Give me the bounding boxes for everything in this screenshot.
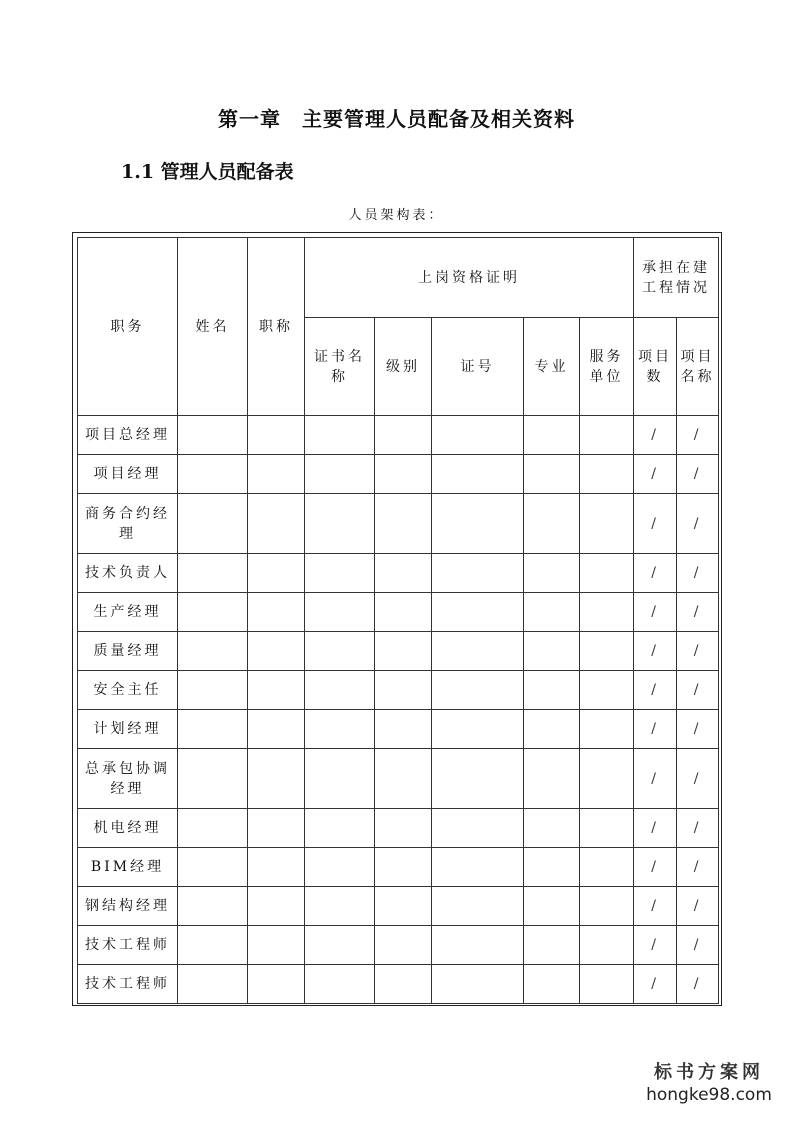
header-position: 职务 [78, 238, 178, 416]
cell-level [375, 455, 432, 494]
cell-project-count: / [634, 632, 677, 671]
cell-level [375, 965, 432, 1004]
cell-level [375, 494, 432, 554]
cell-position: 商务合约经理 [78, 494, 178, 554]
cell-major [524, 671, 580, 710]
cell-title [248, 632, 305, 671]
cell-project-name: / [677, 710, 719, 749]
cell-level [375, 749, 432, 809]
cell-project-count: / [634, 848, 677, 887]
cell-title [248, 554, 305, 593]
cell-cert-name [305, 965, 375, 1004]
cell-project-name: / [677, 671, 719, 710]
cell-service-unit [580, 554, 634, 593]
table-row [78, 749, 719, 809]
cell-project-name: / [677, 848, 719, 887]
cell-project-count: / [634, 887, 677, 926]
cell-service-unit [580, 632, 634, 671]
cell-position: 计划经理 [78, 710, 178, 749]
cell-cert-number [432, 965, 524, 1004]
cell-level [375, 926, 432, 965]
cell-position: 技术工程师 [78, 926, 178, 965]
cell-project-name: / [677, 416, 719, 455]
cell-position: 技术负责人 [78, 554, 178, 593]
header-certificate-group: 上岗资格证明 [305, 238, 634, 318]
table-row [78, 494, 719, 554]
cell-major [524, 965, 580, 1004]
cell-cert-number [432, 926, 524, 965]
cell-level [375, 809, 432, 848]
cell-service-unit [580, 926, 634, 965]
header-service-unit: 服务单位 [580, 318, 634, 416]
cell-project-count: / [634, 926, 677, 965]
cell-cert-number [432, 749, 524, 809]
cell-cert-number [432, 632, 524, 671]
cell-service-unit [580, 848, 634, 887]
cell-name [178, 749, 248, 809]
cell-project-count: / [634, 749, 677, 809]
cell-cert-number [432, 554, 524, 593]
cell-position: 质量经理 [78, 632, 178, 671]
cell-major [524, 749, 580, 809]
cell-title [248, 749, 305, 809]
cell-cert-number [432, 416, 524, 455]
cell-cert-number [432, 593, 524, 632]
table-row [78, 710, 719, 749]
cell-name [178, 632, 248, 671]
cell-name [178, 593, 248, 632]
cell-project-name: / [677, 554, 719, 593]
cell-service-unit [580, 455, 634, 494]
header-cert-name: 证书名称 [305, 318, 375, 416]
cell-position: 机电经理 [78, 809, 178, 848]
cell-major [524, 455, 580, 494]
cell-project-count: / [634, 593, 677, 632]
cell-project-name: / [677, 455, 719, 494]
cell-name [178, 494, 248, 554]
cell-major [524, 887, 580, 926]
cell-cert-name [305, 416, 375, 455]
header-cert-number: 证号 [432, 318, 524, 416]
table-header-row [78, 238, 719, 318]
cell-project-name: / [677, 887, 719, 926]
table-row [78, 926, 719, 965]
cell-level [375, 416, 432, 455]
cell-title [248, 593, 305, 632]
cell-title [248, 926, 305, 965]
table-row [78, 848, 719, 887]
cell-service-unit [580, 809, 634, 848]
header-project-group: 承担在建工程情况 [634, 238, 719, 318]
cell-project-count: / [634, 494, 677, 554]
cell-major [524, 554, 580, 593]
staff-table [77, 237, 719, 1004]
cell-cert-name [305, 455, 375, 494]
cell-project-count: / [634, 671, 677, 710]
table-row [78, 554, 719, 593]
header-project-count: 项目数 [634, 318, 677, 416]
table-row [78, 593, 719, 632]
cell-major [524, 593, 580, 632]
table-row [78, 416, 719, 455]
cell-cert-name [305, 494, 375, 554]
header-name: 姓名 [178, 238, 248, 416]
section-title: 1.1 管理人员配备表 [121, 161, 294, 183]
header-level: 级别 [375, 318, 432, 416]
cell-level [375, 887, 432, 926]
cell-project-name: / [677, 494, 719, 554]
cell-cert-number [432, 494, 524, 554]
cell-level [375, 671, 432, 710]
cell-level [375, 848, 432, 887]
cell-major [524, 494, 580, 554]
cell-title [248, 965, 305, 1004]
cell-position: 钢结构经理 [78, 887, 178, 926]
cell-project-count: / [634, 965, 677, 1004]
cell-service-unit [580, 671, 634, 710]
table-caption: 人员架构表： [348, 208, 445, 223]
cell-position: 安全主任 [78, 671, 178, 710]
header-project-name: 项目名称 [677, 318, 719, 416]
cell-title [248, 494, 305, 554]
cell-level [375, 710, 432, 749]
cell-service-unit [580, 710, 634, 749]
cell-service-unit [580, 593, 634, 632]
cell-project-count: / [634, 809, 677, 848]
cell-name [178, 554, 248, 593]
cell-title [248, 710, 305, 749]
cell-major [524, 632, 580, 671]
cell-cert-name [305, 887, 375, 926]
cell-name [178, 809, 248, 848]
cell-name [178, 710, 248, 749]
cell-project-count: / [634, 416, 677, 455]
table-row [78, 455, 719, 494]
cell-name [178, 416, 248, 455]
cell-project-name: / [677, 965, 719, 1004]
cell-name [178, 887, 248, 926]
cell-project-name: / [677, 809, 719, 848]
cell-cert-name [305, 671, 375, 710]
header-major: 专业 [524, 318, 580, 416]
cell-position: 生产经理 [78, 593, 178, 632]
cell-cert-name [305, 749, 375, 809]
cell-project-name: / [677, 926, 719, 965]
cell-position: 总承包协调经理 [78, 749, 178, 809]
cell-major [524, 710, 580, 749]
cell-level [375, 593, 432, 632]
cell-name [178, 926, 248, 965]
watermark-logo [639, 1062, 779, 1106]
cell-cert-number [432, 455, 524, 494]
cell-service-unit [580, 965, 634, 1004]
cell-project-count: / [634, 554, 677, 593]
cell-cert-name [305, 926, 375, 965]
cell-cert-name [305, 593, 375, 632]
cell-title [248, 887, 305, 926]
cell-position: 项目总经理 [78, 416, 178, 455]
cell-project-name: / [677, 749, 719, 809]
cell-major [524, 416, 580, 455]
cell-position: BIM经理 [78, 848, 178, 887]
cell-project-count: / [634, 710, 677, 749]
cell-service-unit [580, 494, 634, 554]
cell-title [248, 455, 305, 494]
cell-service-unit [580, 887, 634, 926]
cell-cert-number [432, 710, 524, 749]
table-row [78, 632, 719, 671]
cell-cert-name [305, 710, 375, 749]
cell-cert-number [432, 671, 524, 710]
cell-title [248, 848, 305, 887]
cell-service-unit [580, 749, 634, 809]
cell-level [375, 632, 432, 671]
cell-cert-number [432, 887, 524, 926]
cell-name [178, 455, 248, 494]
cell-position: 项目经理 [78, 455, 178, 494]
table-row [78, 965, 719, 1004]
cell-name [178, 671, 248, 710]
cell-cert-name [305, 848, 375, 887]
cell-title [248, 416, 305, 455]
cell-cert-name [305, 809, 375, 848]
cell-major [524, 926, 580, 965]
watermark-title: 标书方案网 [654, 1062, 764, 1083]
cell-name [178, 965, 248, 1004]
cell-cert-number [432, 809, 524, 848]
cell-major [524, 848, 580, 887]
table-row [78, 887, 719, 926]
chapter-title: 第一章 主要管理人员配备及相关资料 [218, 107, 575, 131]
cell-title [248, 671, 305, 710]
cell-project-count: / [634, 455, 677, 494]
cell-project-name: / [677, 632, 719, 671]
cell-major [524, 809, 580, 848]
table-row [78, 671, 719, 710]
cell-level [375, 554, 432, 593]
cell-cert-name [305, 632, 375, 671]
cell-service-unit [580, 416, 634, 455]
cell-cert-name [305, 554, 375, 593]
watermark-url: hongke98.com [646, 1085, 772, 1105]
cell-cert-number [432, 848, 524, 887]
header-title: 职称 [248, 238, 305, 416]
cell-position: 技术工程师 [78, 965, 178, 1004]
cell-name [178, 848, 248, 887]
table-row [78, 809, 719, 848]
cell-project-name: / [677, 593, 719, 632]
cell-title [248, 809, 305, 848]
